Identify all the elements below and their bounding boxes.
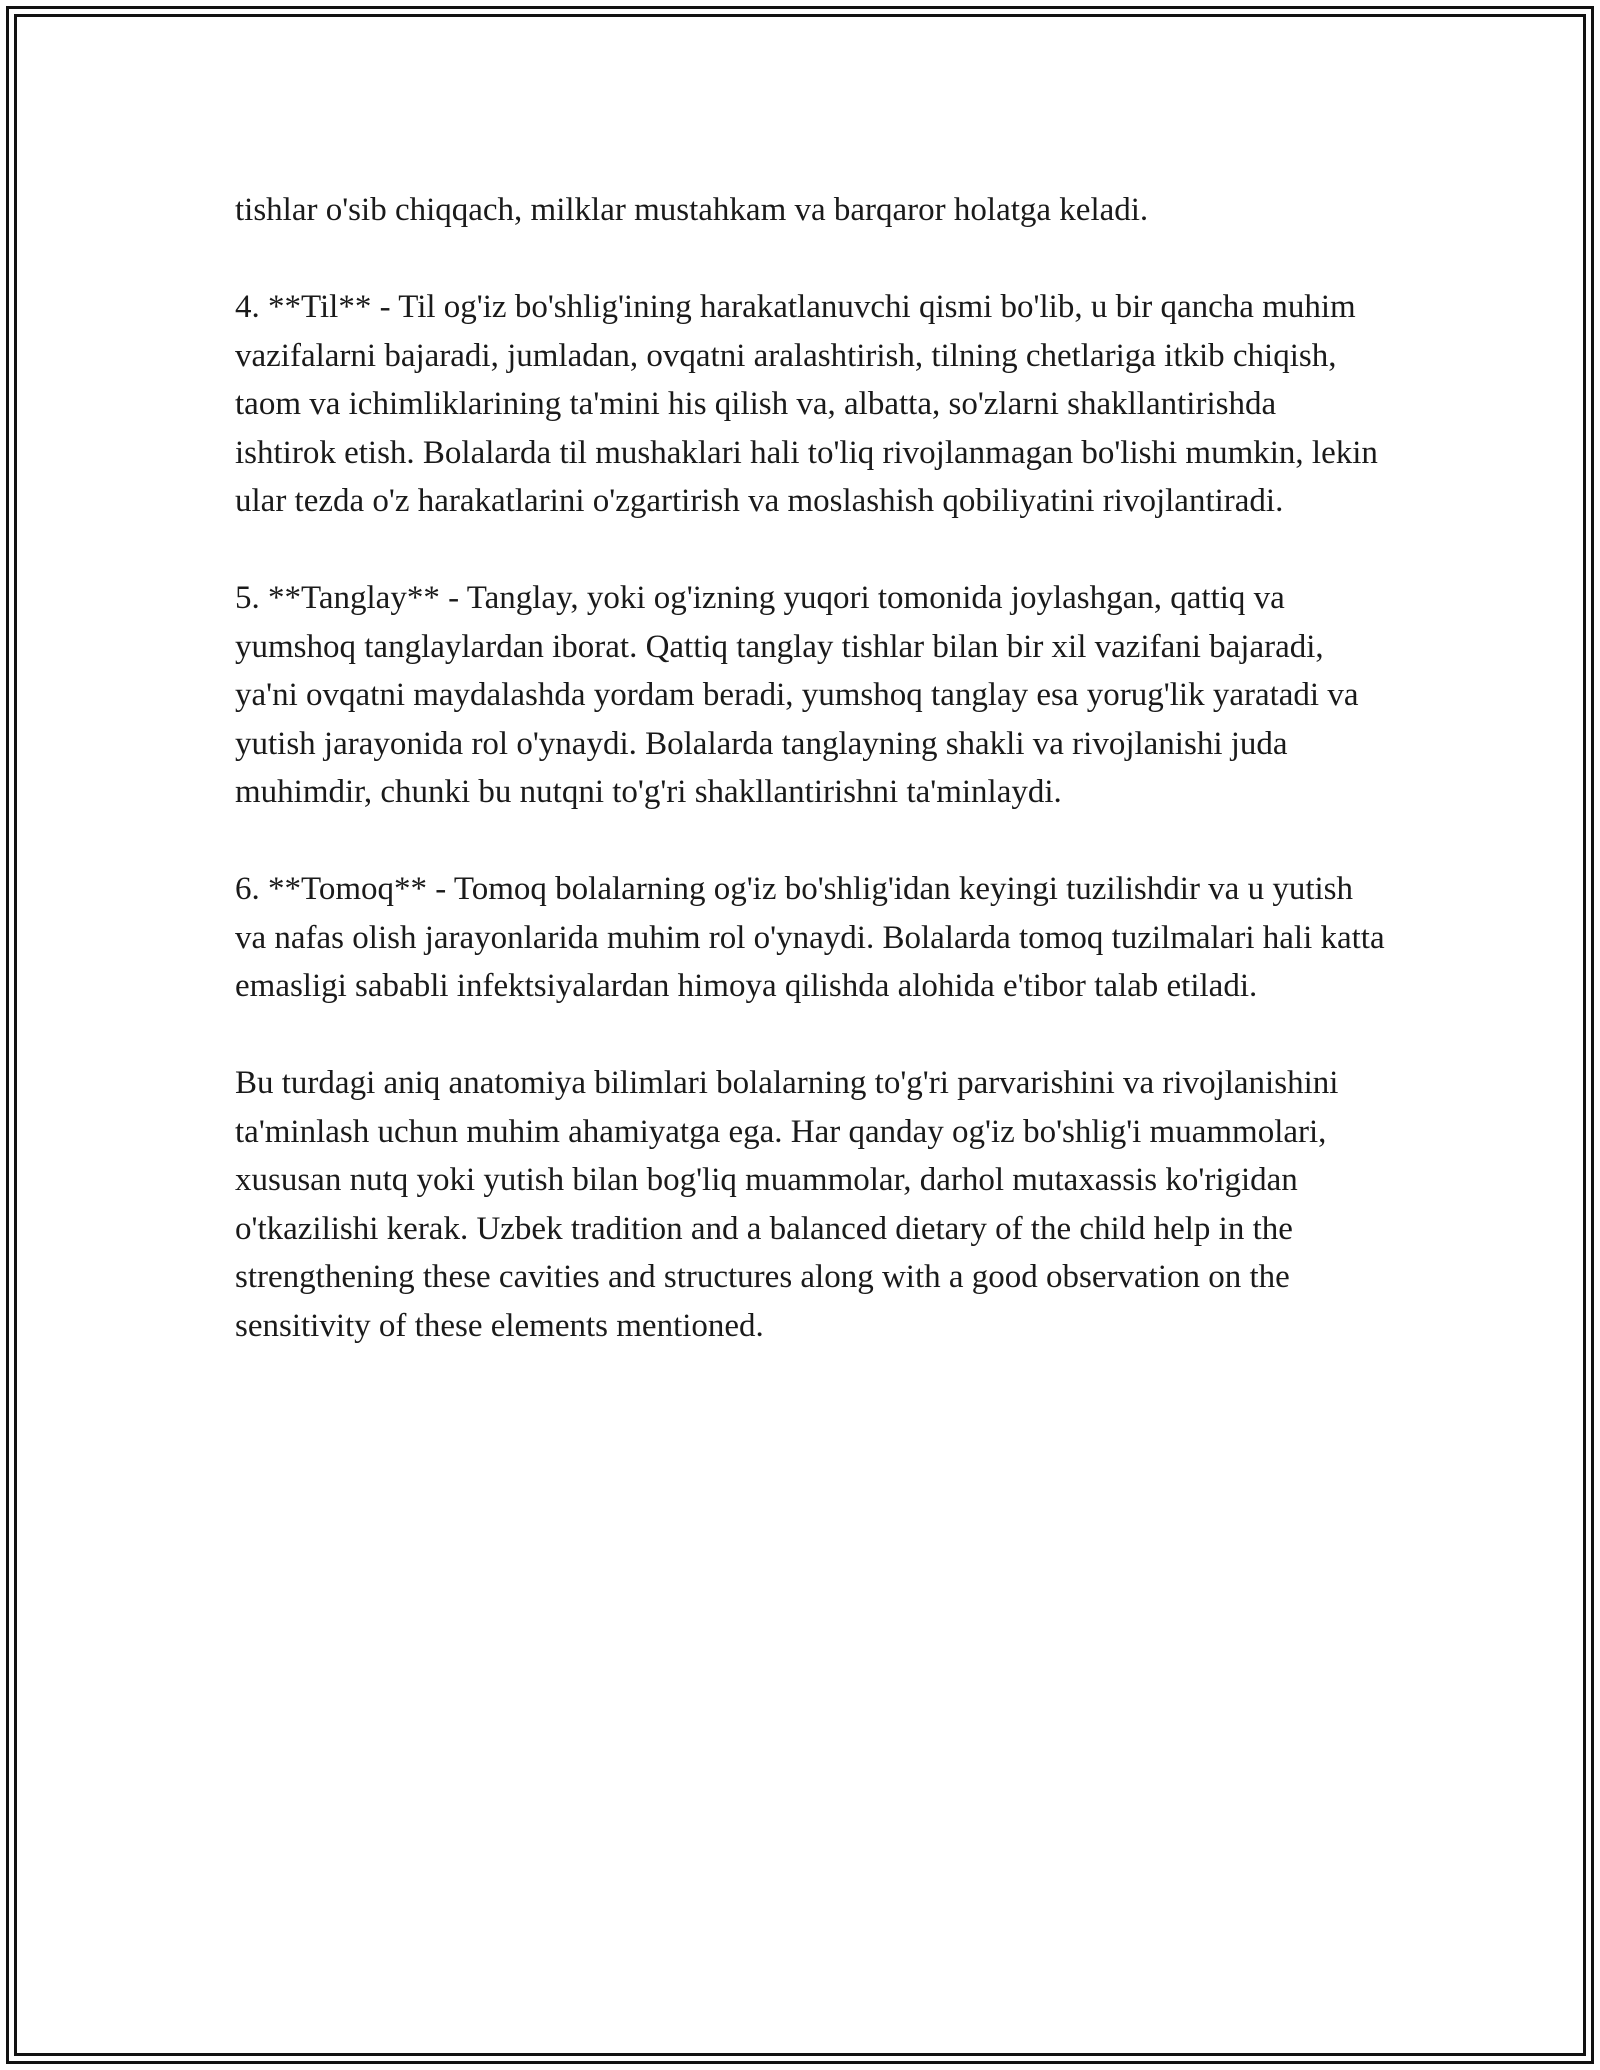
paragraph-tomoq: 6. **Tomoq** - Tomoq bolalarning og'iz bo'shlig'idan keyingi tuzilishdir va u yutish va nafas olish jarayonlarida muhim rol o'ynaydi. Bolalarda tomoq tuzilmalari hali katta emasligi sababli infektsiyalardan himoya qilishda alohida e'tibor talab etiladi. [235, 871, 1385, 1004]
document-body [235, 186, 1385, 1399]
paragraph-til: 4. **Til** - Til og'iz bo'shlig'ining harakatlanuvchi qismi bo'lib, u bir qancha muhim vazifalarni bajaradi, jumladan, ovqatni aralashtirish, tilning chetlariga itkib chiqish, taom va ichimliklarining ta'mini his qilish va, albatta, so'zlarni shakllantirishda ishtirok etish. Bolalarda til mushaklari hali to'liq rivojlanmagan bo'lishi mumkin, lekin ular tezda o'z harakatlarini o'zgartirish va moslashish qobiliyatini rivojlantiradi. [235, 289, 1378, 519]
paragraph-continuation: tishlar o'sib chiqqach, milklar mustahkam va barqaror holatga keladi. [235, 192, 1149, 228]
paragraph-tanglay: 5. **Tanglay** - Tanglay, yoki og'izning yuqori tomonida joylashgan, qattiq va yumshoq tanglaylardan iborat. Qattiq tanglay tishlar bilan bir xil vazifani bajaradi, ya'ni ovqatni maydalashda yordam beradi, yumshoq tanglay esa yorug'lik yaratadi va yutish jarayonida rol o'ynaydi. Bolalarda tanglayning shakli va rivojlanishi juda muhimdir, chunki bu nutqni to'g'ri shakllantirishni ta'minlaydi. [235, 580, 1359, 810]
paragraph-conclusion: Bu turdagi aniq anatomiya bilimlari bolalarning to'g'ri parvarishini va rivojlanishini ta'minlash uchun muhim ahamiyatga ega. Har qanday og'iz bo'shlig'i muammolari, xususan nutq yoki yutish bilan bog'liq muammolar, darhol mutaxassis ko'rigidan o'tkazilishi kerak. Uzbek tradition and a balanced dietary of the child help in the strengthening these cavities and structures along with a good observation on the sensitivity of these elements mentioned. [235, 1065, 1339, 1344]
